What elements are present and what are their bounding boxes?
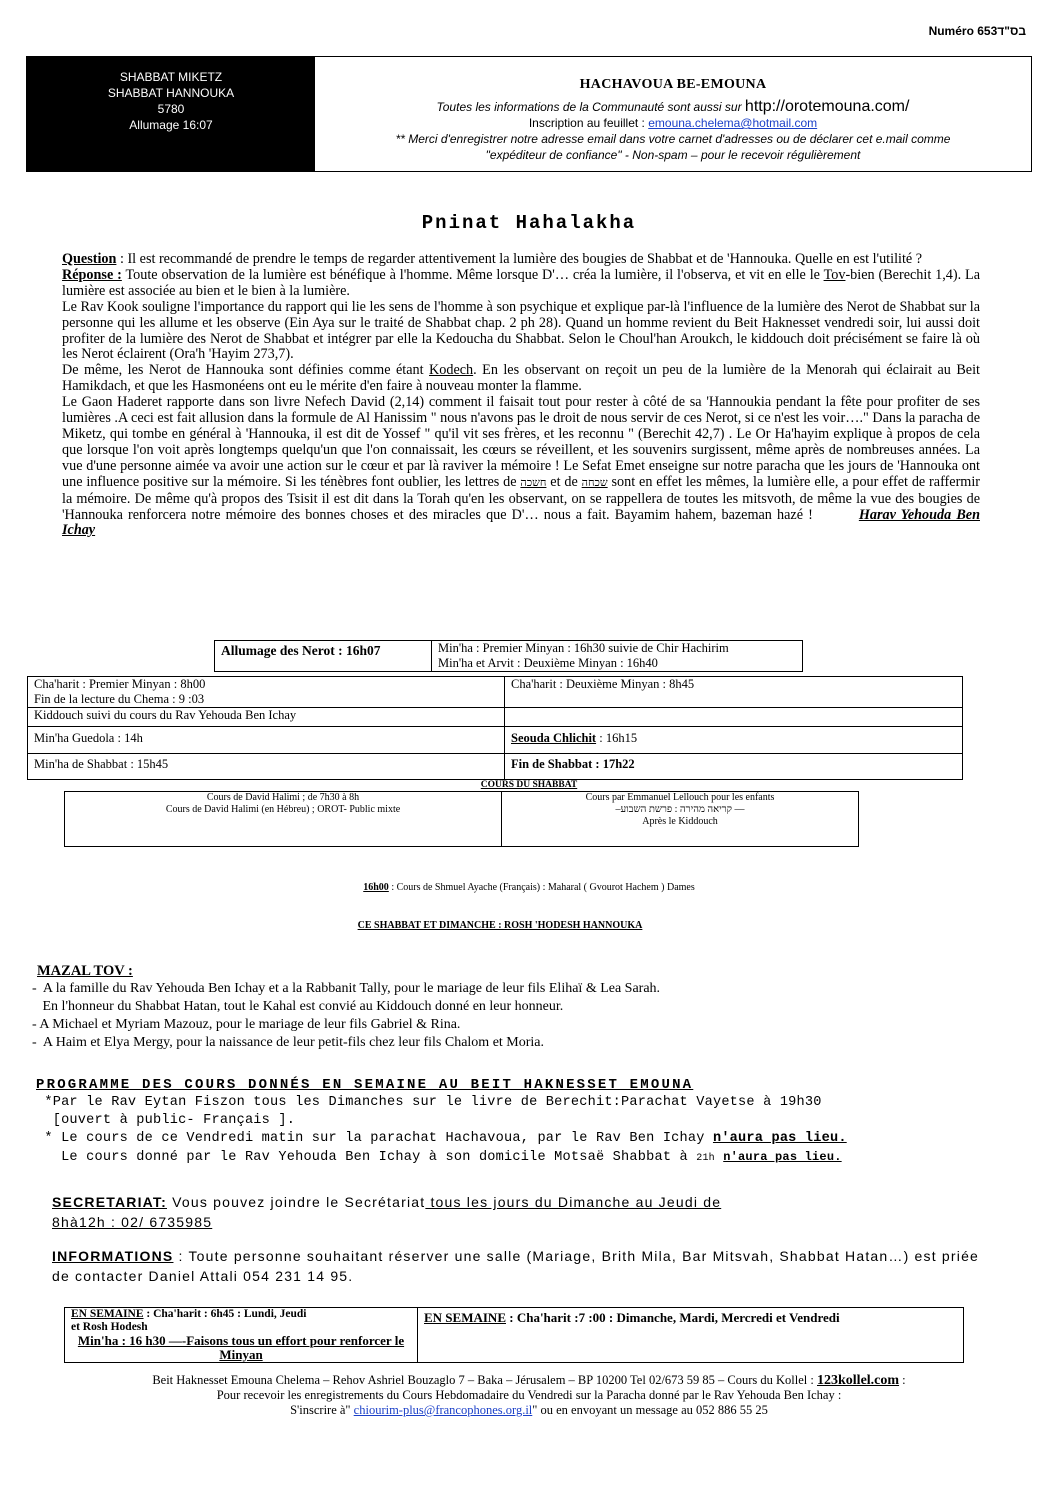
- site-url-link[interactable]: http://orotemouna.com/: [744, 98, 910, 115]
- paragraph-gaon: Le Gaon Haderet rapporte dans son livre Nefech David (2,14) comment il faisait tout pour rester à côté de sa 'Hannoukia pendant la fête pour profiter de ses lumières .A ceci est fait allusion dans la formule de Al Hanissim " nous n'avons pas le droit de nous servir de ces Nerot, si ce n'est les voir…." Dans la paracha de Miketz, qui tombe en général à 'Hannouka, il est dit de Yossef " qu'il vit ses frères, et les reconnu " (Berechit 42,7) . Le Or Ha'hayim explique à propos de cela que lorsque l'on voit après longtemps quelqu'un que l'on connaissait, les cœurs se réveillent, et les souvenirs surgissent, même après de nombreuses années. La vue d'une personne aimée va avoir une action sur le cœur et par là raviver la mémoire ! Le Sefat Emet enseigne sur notre paracha que les jours de 'Hannouka ont une influence positive sur la mémoire. Si les ténèbres font oublier, les lettres de חשכה et de שכחה sont en effet les mêmes, la lumière elle, a pour effet de raffermir la mémoire. De même qu'à propos des Tsisit il est dit dans la Torah qu'en les observant, on se rappellera de toutes les mitsvoth, de même la vue des bougies de 'Hannouka renforcera notre mémoire des bonnes choses et des miracles que D'… nous a fait. Bayamim hahem, bazeman hazé ! Harav Yehouda Ben Ichay: [62, 394, 980, 539]
- paragraph-rav-kook: Le Rav Kook souligne l'importance du rapport qui lie les sens de l'homme à son psychique et explique par-là l'influence de la lumière des Nerot de Shabbat sur la personne qui les allume et les observe (Ein Aya sur le traité de Shabbat chap. 2 ph 28). Quand un homme revient du Beit Haknesset vendredi soir, lui aussi doit profiter de la lumière des Nerot de Shabbat et intégrer par elle la Kedoucha du Shabbat. Selon le Choul'han Aroukch, le kiddouch doit précisément se faire là où les Nerot éclairent (Ora'h 'Hayim 273,7).: [62, 298, 980, 363]
- allumage-cell: Allumage des Nerot : 16h07: [215, 641, 432, 672]
- allumage-table: [214, 640, 803, 672]
- footer-line: Pour recevoir les enregistrements du Cours Hebdomadaire du Vendredi sur la Paracha donné par le Rav Yehouda Ben Ichay :: [216, 1388, 842, 1402]
- cours-right-cell: Cours par Emmanuel Lellouch pour les enfants –קריאה מהירה : פרשת השבוע — Après le Kiddouch: [502, 792, 859, 847]
- pninat-title: Pninat Hahalakha: [421, 212, 637, 234]
- footer-line: S'inscrire à" chiourim-plus@francophones.org.il" ou en envoyant un message au 052 886 55 25: [290, 1403, 768, 1417]
- inscription-email-link[interactable]: emouna.chelema@hotmail.com: [648, 116, 818, 130]
- header-box: [26, 56, 1032, 172]
- rosh-hodesh-notice: CE SHABBAT ET DIMANCHE : ROSH 'HODESH HANNOUKA: [357, 920, 643, 931]
- programme-section: [36, 1076, 1026, 1168]
- secretariat-section: SECRETARIAT: Vous pouvez joindre le Secrétariat tous les jours du Dimanche au Jeudi de 8hà12h : 02/ 6735985: [52, 1194, 722, 1230]
- header-line: SHABBAT MIKETZ: [119, 70, 223, 84]
- programme-line: [ouvert à public- Français ].: [36, 1113, 296, 1128]
- mazal-line: En l'honneur du Shabbat Hatan, tout le Kahal est convié au Kiddouch donné en leur honneur.: [32, 999, 564, 1014]
- reponse-label: Réponse :: [62, 266, 122, 283]
- inscription-line: Inscription au feuillet : emouna.chelema@hotmail.com: [528, 116, 818, 130]
- mazal-line: - A Haim et Elya Mergy, pour la naissance de leur petit-fils chez leur fils Chalom et Moria.: [32, 1035, 545, 1050]
- cours-left-cell: Cours de David Halimi ; de 7h30 à 8h Cours de David Halimi (en Hébreu) ; OROT- Public mixte: [65, 792, 502, 847]
- halakha-article: [62, 252, 980, 539]
- secretariat-phone: 8hà12h : 02/ 6735985: [52, 1214, 213, 1230]
- kollel-link[interactable]: 123kollel.com: [817, 1373, 900, 1388]
- note-line-1: ** Merci d'enregistrer notre adresse email dans votre carnet d'adresses ou de déclarer cet e.mail comme: [395, 132, 951, 146]
- minha-shabbat-cell: Min'ha de Shabbat : 15h45: [28, 754, 505, 780]
- chiourim-email-link[interactable]: chiourim-plus@francophones.org.il: [353, 1403, 533, 1417]
- chaharit-1-cell: Cha'harit : Premier Minyan : 8h00 Fin de la lecture du Chema : 9 :03: [28, 677, 505, 708]
- chaharit-2-cell: Cha'harit : Deuxième Minyan : 8h45: [505, 677, 963, 708]
- secretariat-label: SECRETARIAT:: [52, 1194, 167, 1210]
- empty-cell: [505, 708, 963, 727]
- site-line: Toutes les informations de la Communauté sont aussi sur http://orotemouna.com/: [436, 98, 910, 115]
- header-shabbat-info: [27, 57, 315, 171]
- guedola-cell: Min'ha Guedola : 14h: [28, 727, 505, 754]
- programme-line: * Le cours de ce Vendredi matin sur la parachat Hachavoua, par le Rav Ben Ichay n'aura pas lieu.: [36, 1131, 847, 1146]
- semaine-right-cell: EN SEMAINE : Cha'harit :7 :00 : Dimanche, Mardi, Mercredi et Vendredi: [418, 1308, 964, 1363]
- question-paragraph: Question : Il est recommandé de prendre le temps de regarder attentivement la lumière des bougies de Shabbat et de 'Hannouka. Quelle en est l'utilité ?: [62, 251, 923, 267]
- author-signature: Harav Yehouda Ben Ichay: [62, 506, 980, 539]
- footer: [0, 1373, 1058, 1418]
- informations-section: INFORMATIONS : Toute personne souhaitant réserver une salle (Mariage, Brith Mila, Bar Mitsvah, Shabbat Hatan…) est priée de contacter Daniel Attali 054 231 14 95.: [52, 1248, 980, 1284]
- newsletter-title: HACHAVOUA BE-EMOUNA: [579, 77, 767, 92]
- header-line: Allumage 16:07: [129, 118, 213, 132]
- semaine-table: [64, 1307, 964, 1363]
- paragraph-kodech: De même, les Nerot de Hannouka sont définies comme étant Kodech. En les observant on reçoit un peu de la lumière de la Menorah qui éclairait au Beit Hamikdach, et que les Hasmonéens ont eu le mérite d'en faire à nouveau monter la flamme.: [62, 362, 980, 395]
- footer-address: Beit Haknesset Emouna Chelema – Rehov Ashriel Bouzaglo 7 – Baka – Jérusalem – BP 10200 Tel 02/673 59 85 – Cours du Kollel : 123kollel.com :: [152, 1373, 906, 1388]
- semaine-left-cell: EN SEMAINE : Cha'harit : 6h45 : Lundi, Jeudi et Rosh Hodesh Min'ha : 16 h30 —-Faisons tous un effort pour renforcer le Minyan: [65, 1308, 418, 1363]
- header-info: [315, 57, 1031, 171]
- fin-shabbat-cell: Fin de Shabbat : 17h22: [505, 754, 963, 780]
- minha-semaine: Min'ha : 16 h30 —-Faisons tous un effort pour renforcer le Minyan: [77, 1333, 405, 1362]
- seouda-cell: Seouda Chlichit : 16h15: [505, 727, 963, 754]
- mazal-line: - A la famille du Rav Yehouda Ben Ichay et a la Rabbanit Tally, pour le mariage de leur fils Elihaï & Lea Sarah.: [32, 981, 661, 996]
- informations-label: INFORMATIONS: [52, 1248, 174, 1264]
- programme-line: *Par le Rav Eytan Fiszon tous les Dimanches sur le livre de Berechit:Parachat Vayetse à 19h30: [36, 1095, 822, 1110]
- mazal-line: - A Michael et Myriam Mazouz, pour le mariage de leur fils Gabriel & Rina.: [32, 1017, 461, 1032]
- question-label: Question: [62, 251, 117, 267]
- header-line: 5780: [157, 102, 185, 116]
- issue-number: Numéro 653בס"ד: [928, 24, 1026, 38]
- programme-line: Le cours donné par le Rav Yehouda Ben Ichay à son domicile Motsaë Shabbat à 21h n'aura pas lieu.: [36, 1150, 842, 1165]
- mazal-title: MAZAL TOV :: [37, 963, 133, 979]
- cours-title: COURS DU SHABBAT: [480, 780, 578, 790]
- header-line: SHABBAT HANNOUKA: [107, 86, 235, 100]
- dames-course: 16h00 : Cours de Shmuel Ayache (Français) : Maharal ( Gvourot Hachem ) Dames: [363, 882, 695, 893]
- minha-cell: Min'ha : Premier Minyan : 16h30 suivie de Chir Hachirim Min'ha et Arvit : Deuxième Minyan : 16h40: [432, 641, 803, 672]
- kiddouch-cell: Kiddouch suivi du cours du Rav Yehouda Ben Ichay: [28, 708, 505, 727]
- mazal-tov-section: [32, 962, 912, 1052]
- programme-title: PROGRAMME DES COURS DONNÉS EN SEMAINE AU BEIT HAKNESSET EMOUNA: [36, 1077, 694, 1093]
- reponse-paragraph: Réponse : Toute observation de la lumière est bénéfique à l'homme. Même lorsque D'… créa la lumière, il l'observa, et vit en elle le Tov-bien (Berechit 1,4). La lumière est associée au bien et le bien à la lumière.: [62, 266, 980, 299]
- cours-table: [64, 791, 859, 847]
- shabbat-times-table: [27, 676, 963, 780]
- note-line-2: "expéditeur de confiance" - Non-spam – pour le recevoir régulièrement: [485, 148, 861, 162]
